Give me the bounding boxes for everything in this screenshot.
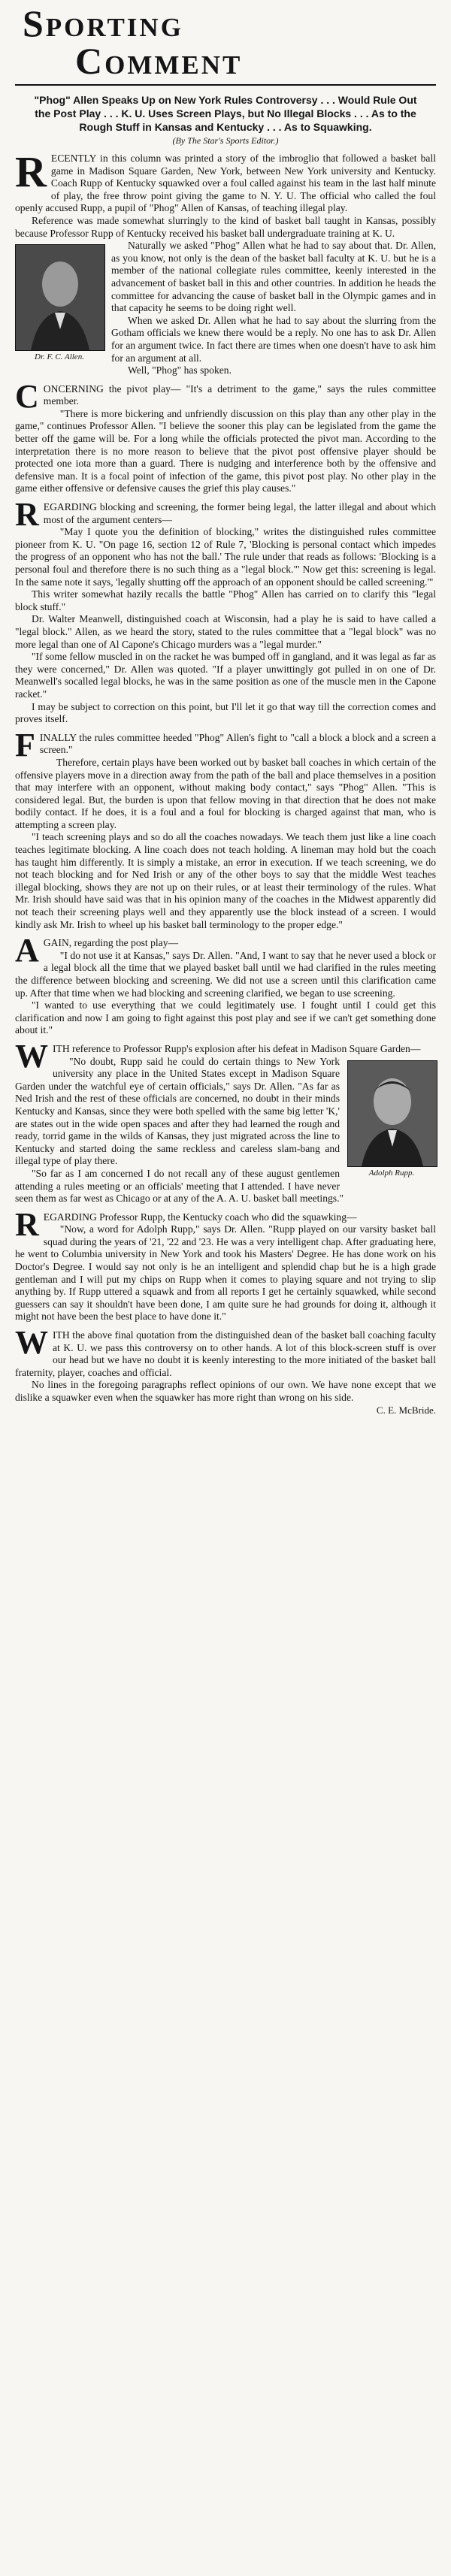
allen-photo xyxy=(15,244,104,361)
paragraph: "I do not use it at Kansas," says Dr. Allen. "And, I want to say that he never used a block or a legal block all the time that we played basket ball until we had clarified in the rules meeting the difference between blocking and screening. We did not use a screen until this clarification came up. After that time when we had blocking and screening clarified, we began to use screening. xyxy=(15,949,436,999)
portrait-image xyxy=(347,1060,437,1167)
paragraph: "May I quote you the definition of blocking," writes the distinguished rules committee pioneer from K. U. "On page 16, section 12 of Rule 7, 'Blocking is personal contact which impedes the progress of an opponent who has not the ball.' The rule under that reads as follows: 'Blocking is a personal foul and therefore there is no such thing as a "legal block."' Now get this: screening is legal. In the same note it says, 'legally shutting off the approach of an opponent should be called screening.'" xyxy=(15,526,436,588)
paragraph: "Now, a word for Adolph Rupp," says Dr. Allen. "Rupp played on our varsity basket ball squad during the years of '21, '22 and '23. He was a very intelligent chap. After graduating here, he went to Columbia university in New York and took his Masters' Degree. He has done work on his Doctor's Degree. I would say not only is he an intelligent and splendid chap but he is a high grade gentleman and I will put my chips on Rupp when it comes to playing square and not trying to slip anything by. If Rupp uttered a squawk and from all reports I get he certainly squawked, while second guessers can say it shouldn't have been done, I am quite sure he had grounds for doing it, although it might not have been the best place to have done it." xyxy=(15,1223,436,1323)
paragraph: Well, "Phog" has spoken. xyxy=(128,364,232,376)
paragraph: ITH reference to Professor Rupp's explosion after his defeat in Madison Square Garden— xyxy=(53,1042,421,1054)
paragraph: I may be subject to correction on this point, but I'll let it go that way till the correction comes and proves itself. xyxy=(15,700,436,725)
paragraph: EGARDING blocking and screening, the former being legal, the latter illegal and about which most of the argument centers— xyxy=(43,501,436,525)
paragraph: GAIN, regarding the post play— xyxy=(43,937,179,949)
paragraph: INALLY the rules committee heeded "Phog" Allen's fight to "call a block a block and a screen a screen." xyxy=(39,731,436,756)
paragraph: Naturally we asked "Phog" Allen what he had to say about that. Dr. Allen, as you know, not only is the dean of the basket ball faculty at K. U. but he is a member of the national collegiate rules committee, keenly interested in the advancement of basket ball in this and other countries. In addition he heads the committee for advancing the cause of basket ball in the Olympic games and in that capacity he seems to be doing right well. xyxy=(111,240,436,314)
photo-caption: Dr. F. C. Allen. xyxy=(35,352,84,362)
drop-cap: W xyxy=(15,1324,48,1362)
drop-cap: W xyxy=(15,1037,48,1075)
paragraph: "I teach screening plays and so do all the coaches nowadays. We teach them just like a line coach teaches legitimate blocking. A line coach does not teach holding. A lineman may hold but the coach has taught him differently. It is simply a mistake, an error in execution. If we teach screening, we do not teach blocking and for Ned Irish or any of the other boys to say that the middle West teaches illegal blocking, shows they are not up on their rules, or at least their terminology of the rules. What Mr. Irish should have said was that in his opinion many of the coaches in the Midwest apparently did not teach their screening plays well and they apparently use the block instead of a screen. I would kindly ask Mr. Irish to wheel up his basket ball terminology to the proper edge." xyxy=(15,831,436,930)
drop-cap: F xyxy=(15,726,35,763)
section-rupp-explosion xyxy=(15,1037,436,1205)
portrait-image xyxy=(15,244,105,351)
section-recently xyxy=(15,147,436,377)
section-closing xyxy=(15,1324,436,1416)
rupp-photo xyxy=(347,1060,436,1178)
paragraph: Reference was made somewhat slurringly to the kind of basket ball taught in Kansas, possibly because Professor Rupp of Kentucky received his basket ball undergraduate training at K. U. xyxy=(15,214,436,239)
paragraph: Therefore, certain plays have been worked out by basket ball coaches in which certain of the offensive players move in a direction away from the path of the ball and place themselves in a position that may interfere with an opponent, without making body contact," says "Phog" Allen. "This is considered legal. But, the burden is upon that fellow moving in that direction that he does not make bodily contact. If he does, it is a foul and a foul for blocking is charged against that man, who is attempting a screen play. xyxy=(15,756,436,830)
paragraph: "I wanted to use everything that we could legitimately use. I fought until I could get this clarification and now I am going to fight against this post play and see if we can't get something done about it." xyxy=(15,999,436,1036)
section-regarding-rupp xyxy=(15,1205,436,1323)
paragraph: "If some fellow muscled in on the racket he was bumped off in gangland, and it was legal as far as they were concerned," Dr. Allen was quoted. "If a player unwittingly got pulled in on one of Dr. Meanwell's socalled legal blocks, he was in the same position as one of the muscle men in the Capone racket." xyxy=(15,651,436,700)
photo-caption: Adolph Rupp. xyxy=(368,1168,415,1178)
masthead xyxy=(15,2,436,82)
paragraph: "So far as I am concerned I do not recall any of these august gentlemen attending a rules meeting or an officials' meeting that I attended. I have never seen them as far west as Chicago or at any of the A. A. U. basket ball meetings." xyxy=(15,1167,344,1205)
paragraph: ITH the above final quotation from the distinguished dean of the basket ball coaching faculty at K. U. we pass this controversy on to other hands. A lot of this block-screen stuff is over our head but we have no doubt it is keenly interesting to the more initiated of the basket ball fraternity, player, coaches and official. xyxy=(15,1329,436,1378)
drop-cap: A xyxy=(15,932,39,969)
paragraph: This writer somewhat hazily recalls the battle "Phog" Allen has carried on to clarify this "legal block stuff." xyxy=(15,588,436,612)
drop-cap: R xyxy=(15,1205,39,1243)
paragraph: ONCERNING the pivot play— "It's a detriment to the game," says the rules committee member. xyxy=(43,382,436,407)
article-page xyxy=(15,0,436,1416)
paragraph: Dr. Walter Meanwell, distinguished coach at Wisconsin, had a play he is said to have called a "legal block." Allen, as we heard the story, stated to the rules committee that a "legal block" was no more legal than one of Al Capone's Chicago murders was a "legal murder." xyxy=(15,613,436,650)
drop-cap: C xyxy=(15,377,39,415)
drop-cap: R xyxy=(15,147,47,196)
paragraph: ECENTLY in this column was printed a story of the imbroglio that followed a basket ball game in Madison Square Garden, New York, between New York university and Kentucky. Coach Rupp of Kentucky squawked over a foul called against his team in the last half minute of play, the free throw point giving the game to N. Y. U. The official who called the foul openly accused Rupp, a pupil of "Phog" Allen of Kansas, of teaching illegal play. xyxy=(15,153,436,214)
paragraph: EGARDING Professor Rupp, the Kentucky coach who did the squawking— xyxy=(43,1211,357,1223)
masthead-line1: Sporting xyxy=(23,2,183,44)
paragraph: "No doubt, Rupp said he could do certain things to New York university any place in the United States except in Madison Square Garden under the watchful eye of certain officials," says Dr. Allen. "As far as Ned Irish and the rest of these officials are concerned, no doubt in their minds Kentucky and Kansas, since they were both spelled with the same big letter 'K,' are states out in the wide open spaces and after they had learned the rough and ready, torrid game in the wilds of Kansas, they just migrated across the line to Kentucky and started doing the same reckless and careless slam-bang and illegal type of play there. xyxy=(15,1055,340,1167)
byline-credit: (By The Star's Sports Editor.) xyxy=(172,135,279,146)
masthead-line2: Comment xyxy=(75,40,243,82)
section-finally xyxy=(15,726,436,932)
article-deck: "Phog" Allen Speaks Up on New York Rules Controversy . . . Would Rule Out the Post Play . . . K. U. Uses Screen Plays, but No Illegal Blocks . . . As to the Rough Stuff in Kansas and Kentucky . . . As to Squawking. xyxy=(34,94,417,133)
drop-cap: R xyxy=(15,496,39,534)
section-pivot xyxy=(15,377,436,495)
paragraph: When we asked Dr. Allen what he had to say about the slurring from the Gotham officials we knew there would be a reply. No one has to ask Dr. Allen for an argument twice. In fact there are times when one doesn't have to ask him for an argument at all. xyxy=(111,314,436,364)
paragraph: "There is more bickering and unfriendly discussion on this play than any other play in the game," continues Professor Allen. "I believe the sooner this play can be legislated from the game the better off the game will be. For a long while the officials protected the pivot man. According to the interpretation there is no more reason to believe that the pivot post offensive player should be protected one iota more than a guard. There is nudging and interference both by the offensive and defensive man. It is a focal point of infection of the game, this pivot post play. No other play in the game either offensive or defensive causes the grief this play causes." xyxy=(15,407,436,494)
paragraph: No lines in the foregoing paragraphs reflect opinions of our own. We have none except that we dislike a squawker even when the squawker has more right than wrong on his side. xyxy=(15,1379,436,1403)
section-blocking xyxy=(15,496,436,726)
divider xyxy=(15,84,436,86)
section-again xyxy=(15,932,436,1037)
signature: C. E. McBride. xyxy=(376,1404,436,1416)
